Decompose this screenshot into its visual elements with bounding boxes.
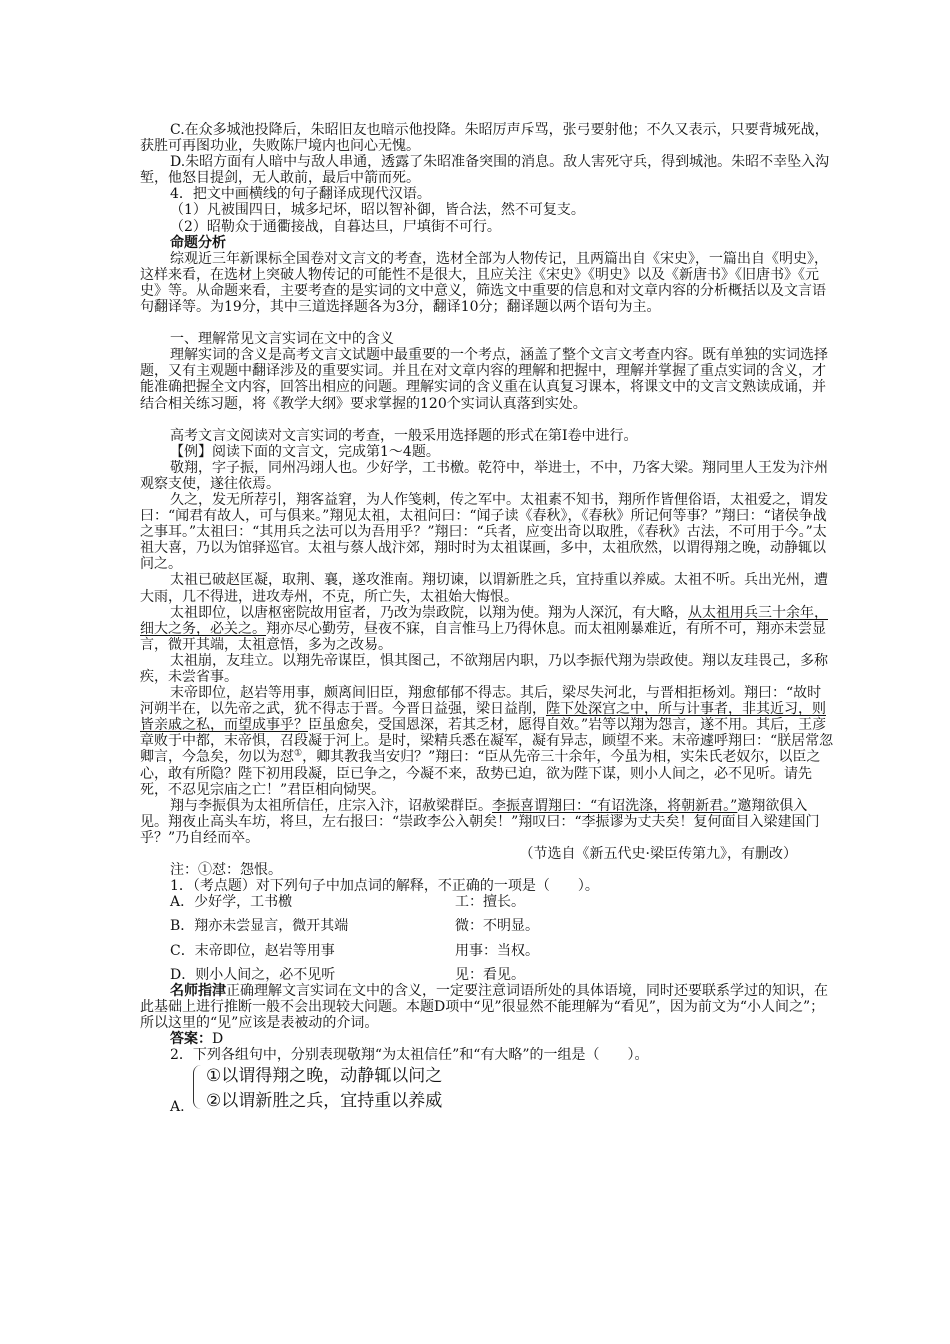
underlined-sentence: 李振喜谓翔曰：“有诏洗涤，将朝新君。”: [492, 797, 738, 814]
question-1: 1．（考点题）对下列句子中加点词的解释，不正确的一项是（ ）。: [170, 878, 599, 895]
passage-paragraph-4: [140, 605, 835, 653]
option-sentence: A．少好学，工书檄: [170, 894, 293, 911]
passage-paragraph-7: [140, 798, 835, 846]
footnote-marker: ①: [294, 748, 303, 759]
spacer: [140, 959, 835, 967]
text-run: 臣虽愈矣，受国恩深，若其乏材，愿得自效。”岩等以翔为怨言，遂不用。其后，王彦章败于中都，末帝惧，召段凝于河上。是时，梁精兵悉在凝军，凝有异志，顾望不来。末帝遽呼翔曰：“朕居常忽卿言，今急矣，勿以为怼: [140, 717, 834, 766]
question-2: 2．下列各组句中，分别表现敬翔“为太祖信任”和“有大略”的一组是（ ）。: [170, 1047, 649, 1064]
passage-paragraph-5: 太祖崩，友珪立。以翔先帝谋臣，惧其图己，不欲翔居内职，乃以李振代翔为崇政使。翔以友珪畏己，多称疾，未尝省事。: [140, 652, 828, 685]
spacer: [140, 935, 835, 943]
text-run: 翔与李振俱为太祖所信任，庄宗入汴，诏赦梁群臣。: [170, 797, 492, 814]
option-letter: A.: [170, 1099, 185, 1116]
guide-paragraph: [140, 983, 835, 1031]
option-sentence: C．末帝即位，赵岩等用事: [170, 942, 335, 959]
section-paragraph: 理解实词的含义是高考文言文试题中最重要的一个考点，涵盖了整个文言文考查内容。既有单独的实词选择题，又有主观题中翻译涉及的重要实词。并且在对文章内容的理解和把握中，理解并掌握了重点实词的含义，才能准确把握全文内容，回答出相应的问题。理解实词的含义重在认真复习课本，将课文中的文言文熟读成诵，并结合相关练习题，将《教学大纲》要求掌握的120个实词认真落到实处。: [140, 347, 828, 412]
guide-text: 正确理解文言实词在文中的含义，一定要注意词语所处的具体语境，同时还要联系学过的知识，在此基础上进行推断一般不会出现较大问题。本题D项中“见”很显然不能理解为“看见”，因为前文为“小人间之”；所以这里的“见”应该是表被动的介词。: [140, 982, 828, 1031]
section-heading: 一、理解常见文言实词在文中的含义: [170, 331, 394, 348]
option-sentence: B．翔亦未尝显言，微开其端: [170, 918, 349, 935]
question-4-sentence-2: （2）昭勒众于通衢接战，自暮达旦，尸填街不可行。: [170, 218, 501, 235]
option-sentence: D．则小人间之，必不见听: [170, 966, 336, 983]
underlined-sentence: 陛下处深宫之中，所与计事者，非其近习，则皆亲戚之私，而望成事乎？: [140, 701, 826, 734]
exam-intro: 高考文言文阅读对文言实词的考查，一般采用选择题的形式在第Ⅰ卷中进行。: [170, 427, 638, 444]
answer-label: 答案：: [170, 1030, 212, 1047]
option-gloss: 见：看见。: [455, 966, 525, 983]
underlined-sentence: 从太祖用兵三十余年，细大之务，必关之。: [140, 604, 828, 637]
example-intro: 【例】阅读下面的文言文，完成第1～4题。: [170, 443, 440, 460]
answer-value: D: [212, 1030, 224, 1047]
option-item-1: ①以谓得翔之晚，动静辄以问之: [206, 1066, 443, 1087]
passage-paragraph-3: 太祖已破赵匡凝，取荆、襄，遂攻淮南。翔切谏，以谓新胜之兵，宜持重以养威。太祖不听。兵出光州，遭大雨，几不得进，进攻寿州，不克，所亡失，太祖始大悔恨。: [140, 572, 828, 605]
text-run: 翔亦尽心勤劳，昼夜不寐，自言惟马上乃得休息。而太祖刚暴难近，有所不可，翔亦未尝显言，微开其端，太祖意悟，多为之改易。: [140, 620, 826, 653]
question-1-option-a: [140, 894, 835, 910]
spacer: [140, 315, 835, 331]
brace-icon: [193, 1065, 202, 1109]
analysis-paragraph: 综观近三年新课标全国卷对文言文的考查，选材全部为人物传记，且两篇出自《宋史》，一篇出自《明史》，这样来看，在选材上突破人物传记的可能性不是很大，且应关注《宋史》《明史》以及《新唐书》《旧唐书》《元史》等。从命题来看，主要考查的是实词的文中意义，筛选文中重要的信息和对文章内容的分析概括以及文言语句翻译等。为19分，其中三道选择题各为3分，翻译10分；翻译题以两个语句为主。: [140, 250, 828, 316]
analysis-heading: 命题分析: [170, 234, 226, 251]
option-gloss: 微：不明显。: [455, 918, 539, 935]
option-c-text: C.在众多城池投降后，朱昭旧友也暗示他投降。朱昭厉声斥骂，张弓要射他；不久又表示，只要背城死战，获胜可再图功业，失败陈尸境内也问心无愧。: [140, 122, 829, 155]
text-run: 太祖即位，以唐枢密院故用宦者，乃改为崇政院，以翔为使。翔为人深沉，有大略，: [170, 604, 688, 621]
passage-paragraph-1: 敬翔，字子振，同州冯翊人也。少好学，工书檄。乾符中，举进士，不中，乃客大梁。翔同里人王发为汴州观察支使，遂往依焉。: [140, 459, 828, 492]
passage-paragraph-6: [140, 685, 835, 798]
footnote: 注：①怼：怨恨。: [170, 862, 282, 879]
passage-paragraph-2: 久之，发无所荐引，翔客益窘，为人作笺刺，传之军中。太祖素不知书，翔所作皆俚俗语，太祖爱之，谓发曰：“闻君有故人，可与俱来。”翔见太祖，太祖问曰：“闻子读《春秋》，《春秋》所记何等事？”翔曰：“诸侯争战之事耳。”太祖曰：“其用兵之法可以为吾用乎？”翔曰：“兵者，应变出奇以取胜，《春秋》古法，不可用于今。”太祖大喜，乃以为馆驿巡官。太祖与蔡人战汴郊，翔时时为太祖谋画，多中，太祖欣然，以谓得翔之晚，动静辄以问之。: [140, 491, 828, 573]
option-d-text: D.朱昭方面有人暗中与敌人串通，透露了朱昭准备突围的消息。敌人害死守兵，得到城池。朱昭不幸坠入沟堑，他怒目提剑，无人敢前，最后中箭而死。: [140, 154, 830, 187]
question-1-option-b: [140, 918, 835, 934]
question-4-sentence-1: （1）凡被围四日，城多圮坏，昭以智补御，皆合法，然不可复支。: [170, 202, 585, 219]
answer-line: [140, 1031, 835, 1047]
option-gloss: 用事：当权。: [455, 942, 539, 959]
question-4: 4．把文中画横线的句子翻译成现代汉语。: [170, 186, 431, 203]
option-item-2: ②以谓新胜之兵，宜持重以养威: [206, 1091, 443, 1112]
question-2-option-a: [140, 1065, 835, 1121]
option-gloss: 工：擅长。: [455, 894, 525, 911]
guide-heading: 名师指津: [170, 982, 226, 999]
question-1-option-c: [140, 943, 835, 959]
question-1-option-d: [140, 967, 835, 983]
spacer: [140, 412, 835, 428]
text-run: 末帝即位，赵岩等用事，颇离间旧臣，翔愈郁郁不得志。其后，梁尽失河北，与晋相拒杨刘。翔曰：“故时河朔半在，以先帝之武，犹不得志于晋。今晋日益强，梁日益削，: [140, 685, 822, 718]
passage-source: （节选自《新五代史·梁臣传第九》，有删改）: [519, 846, 797, 863]
text-run: ，卿其教我当安归？”翔曰：“臣从先帝三十余年，今虽为相，实朱氏老奴尔，以臣之心，敢有所隐？陛下初用段凝，臣已争之，今凝不来，敌势已迫，欲为陛下谋，则小人间之，必不见听。请先死，不忍见宗庙之亡！”君臣相向恸哭。: [140, 749, 821, 798]
text-run: 邀翔欲俱入见。翔夜止高头车坊，将旦，左右报曰：“崇政李公入朝矣！”翔叹曰：“李振谬为丈夫矣！复何面目入梁建国门乎？”乃自经而卒。: [140, 797, 820, 846]
